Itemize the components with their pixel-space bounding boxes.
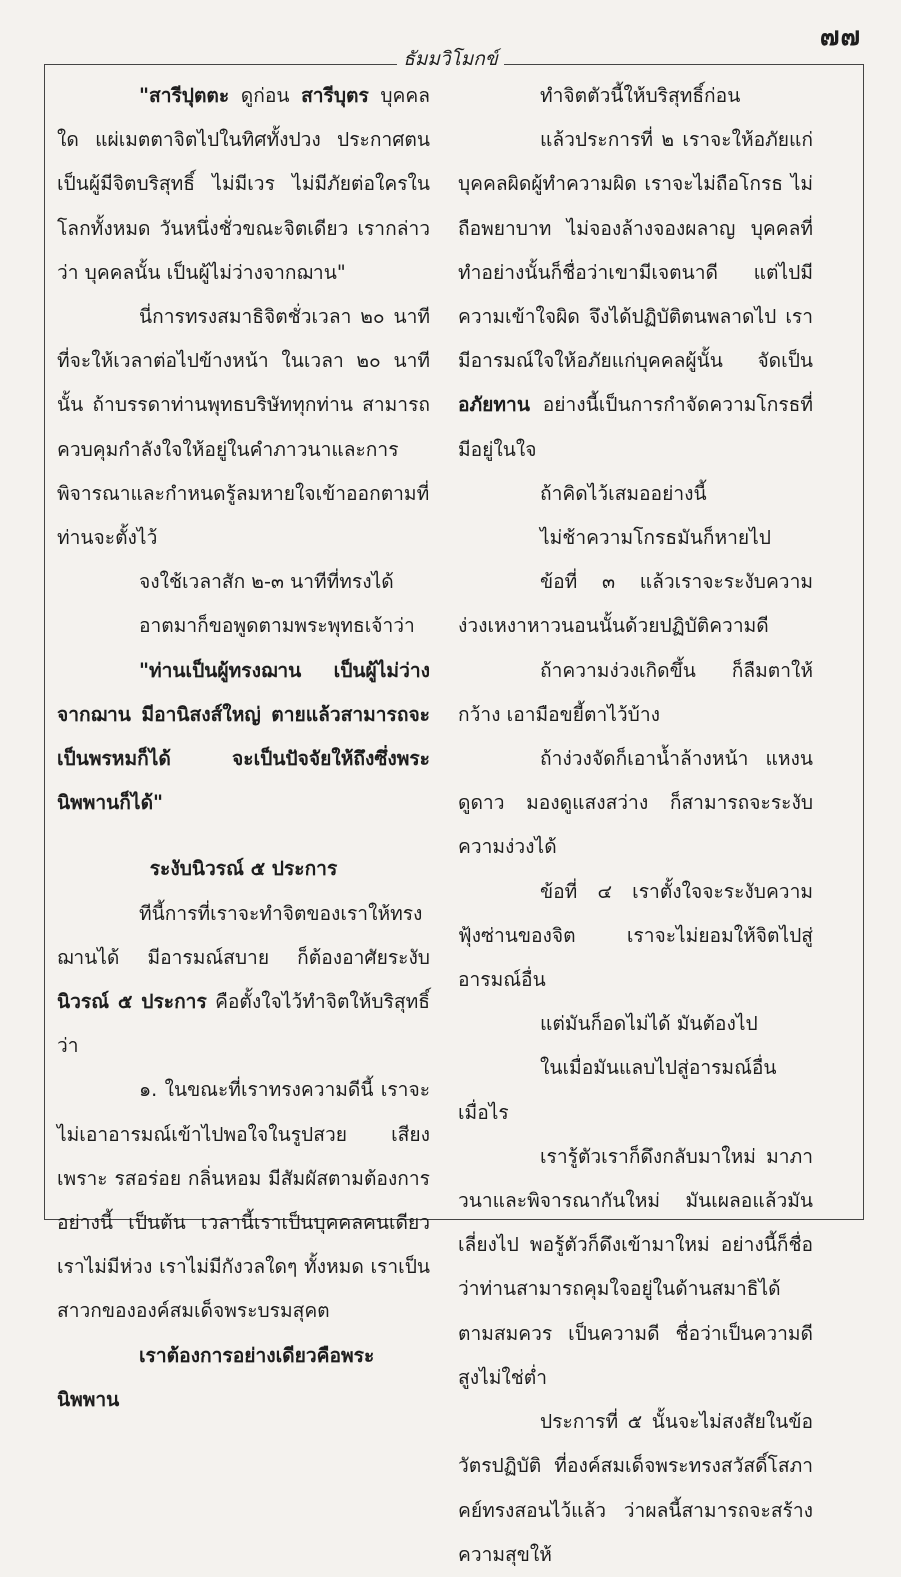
nivarana-bold: นิวรณ์ ๕ ประการ <box>57 990 207 1014</box>
wash-face-paragraph: ถ้าง่วงจัดก็เอาน้ำล้างหน้า แหงนดูดาว มองดูแสงสว่าง ก็สามารถจะระงับความง่วงได้ <box>458 747 813 859</box>
item-two-bold: อภัยทาน <box>458 393 530 417</box>
nivarana-paragraph <box>57 892 430 1069</box>
item-two-paragraph <box>458 118 813 472</box>
wander-line: ในเมื่อมันแลบไปสู่อารมณ์อื่นเมื่อไร <box>458 1056 777 1124</box>
meditation-paragraph: นี่การทรงสมาธิจิตชั่วเวลา ๒๐ นาที ที่จะให้เวลาต่อไปข้างหน้า ในเวลา ๒๐ นาทีนั้น ถ้าบรรดาท่านพุทธบริษัททุกท่าน สามารถควบคุมกำลังใจให้อยู่ในคำภาวนาและการพิจารณาและกำหนดรู้ลมหายใจเข้าออกตามที่ท่านจะตั้งไว้ <box>57 305 430 550</box>
nibbana-bold: เราต้องการอย่างเดียวคือพระนิพพาน <box>57 1343 375 1411</box>
item-two-end: อย่างนี้เป็นการกำจัดความโกรธที่มีอยู่ในใจ <box>458 393 813 461</box>
running-head <box>0 44 901 74</box>
nibbana-paragraph <box>57 1334 430 1422</box>
item-four-paragraph: ข้อที่ ๔ เราตั้งใจจะระงับความฟุ้งซ่านของจิต เราจะไม่ยอมให้จิตไปสู่อารมณ์อื่น <box>458 879 813 992</box>
quote-text-a: ดูก่อน <box>229 84 302 107</box>
cannot-help-line: แต่มันก็อดไม่ได้ มันต้องไป <box>540 1012 758 1036</box>
item-two-text: แล้วประการที่ ๒ เราจะให้อภัยแก่บุคคลผิดผู้ทำความผิด เราจะไม่ถือโกรธ ไม่ถือพยาบาท ไม่จองล้างจองผลาญ บุคคลที่ทำอย่างนั้นก็ชื่อว่าเขามีเจตนาดี แต่ไปมีความเข้าใจผิด จึงได้ปฏิบัติตนพลาดไป เรามีอารมณ์ใจให้อภัยแก่บุคคลผู้นั้น จัดเป็น <box>458 128 813 373</box>
bold-quote-paragraph <box>57 649 430 826</box>
intro-paragraph: อาตมาก็ขอพูดตามพระพุทธเจ้าว่า <box>139 614 415 638</box>
bold-quote-text: "ท่านเป็นผู้ทรงฌาน เป็นผู้ไม่ว่างจากฌาน มีอานิสงส์ใหญ่ ตายแล้วสามารถจะเป็นพรหมก็ได้ จะเป็นปัจจัยให้ถึงซึ่งพระนิพพานก็ได้" <box>57 658 430 815</box>
nivarana-text-a: ทีนี้การที่เราจะทำจิตของเราให้ทรงฌานได้ มีอารมณ์สบาย ก็ต้องอาศัยระงับ <box>57 901 430 969</box>
item-three-paragraph: ข้อที่ ๓ แล้วเราจะระงับความง่วงเหงาหาวนอนนั้นด้วยปฏิบัติความดี <box>458 570 813 638</box>
right-column <box>458 74 813 1577</box>
quote-paragraph <box>57 74 430 295</box>
purify-line: ทำจิตตัวนี้ให้บริสุทธิ์ก่อน <box>540 84 741 107</box>
item-five-paragraph: ประการที่ ๕ นั้นจะไม่สงสัยในข้อวัตรปฏิบัติ ที่องค์สมเด็จพระทรงสวัสดิ์โสภาคย์ทรงสอนไว้แล้ว ว่าผลนี้สามารถจะสร้างความสุขให้ <box>458 1410 813 1566</box>
sleepy-paragraph: ถ้าความง่วงเกิดขึ้น ก็ลืมตาให้กว้าง เอามือขยี้ตาไว้บ้าง <box>458 658 813 726</box>
quote-text-b: บุคคลใด แผ่เมตตาจิตไปในทิศทั้งปวง ประกาศตนเป็นผู้มีจิตบริสุทธิ์ ไม่มีเวร ไม่มีภัยต่อใครในโลกทั้งหมด วันหนึ่งชั่วขณะจิตเดียว เรากล่าวว่า บุคคลนั้น เป็นผู้ไม่ว่างจากฌาน" <box>57 84 430 284</box>
spacer <box>57 825 430 847</box>
section-heading-text: ระงับนิวรณ์ ๕ ประการ <box>149 857 338 881</box>
left-column <box>57 74 430 1422</box>
pull-back-paragraph: เรารู้ตัวเราก็ดึงกลับมาใหม่ มาภาวนาและพิจารณากันใหม่ มันเผลอแล้วมันเลี่ยงไป พอรู้ตัวก็ดึงเข้ามาใหม่ อย่างนี้ก็ชื่อว่าท่านสามารถคุมใจอยู่ในด้านสมาธิได้ตามสมควร เป็นความดี ชื่อว่าเป็นความดีสูงไม่ใช่ต่ำ <box>458 1144 813 1389</box>
item-one-paragraph: ๑. ในขณะที่เราทรงความดีนี้ เราจะไม่เอาอารมณ์เข้าไปพอใจในรูปสวย เสียงเพราะ รสอร่อย กลิ่นหอม มีสัมผัสตามต้องการอย่างนี้ เป็นต้น เวลานี้เราเป็นบุคคลคนเดียว เราไม่มีห่วง เราไม่มีกังวลใดๆ ทั้งหมด เราเป็นสาวกขององค์สมเด็จพระบรมสุคต <box>57 1078 430 1323</box>
nivarana-text-b: คือตั้งใจไว้ทำจิตให้บริสุทธิ์ว่า <box>57 990 430 1058</box>
running-head-text: ธัมมวิโมกข์ <box>397 48 504 70</box>
anger-gone-line: ไม่ช้าความโกรธมันก็หายไป <box>540 526 771 550</box>
section-heading <box>57 847 430 891</box>
think-line: ถ้าคิดไว้เสมออย่างนี้ <box>540 481 707 505</box>
quote-bold-name-2: สารีบุตร <box>301 84 369 107</box>
quote-bold-name: "สารีปุตตะ <box>139 84 230 107</box>
time-paragraph: จงใช้เวลาสัก ๒-๓ นาทีที่ทรงได้ <box>139 570 394 594</box>
page-number: ๗๗ <box>819 22 861 52</box>
